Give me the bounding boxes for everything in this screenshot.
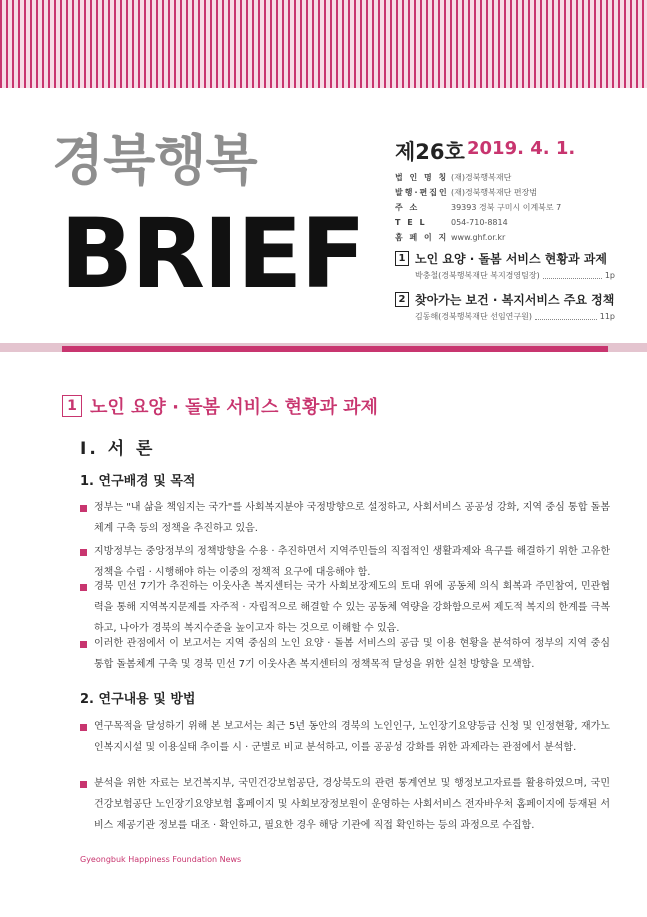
bullet-square-icon <box>80 781 87 788</box>
subheading-background: 1. 연구배경 및 목적 <box>80 474 196 489</box>
paragraph-text: 지방정부는 중앙정부의 정책방향을 수용 · 추진하면서 지역주민들의 직접적인 생활과제와 욕구를 해결하기 위한 고유한 정책을 수립 · 시행해야 하는 이중의 정책적 요구에 대응해야 함. <box>94 546 610 578</box>
section-number: 1 <box>62 395 82 417</box>
paragraph-text: 정부는 "내 삶을 책임지는 국가"를 사회복지분야 국정방향으로 설정하고, 사회서비스 공공성 강화, 지역 중심 통합 돌봄 체계 구축 등의 정책을 추진하고 있음. <box>94 502 610 534</box>
info-label: 법 인 명 칭 <box>395 173 449 182</box>
bullet-paragraph <box>80 773 610 836</box>
table-of-contents <box>395 250 615 332</box>
publisher-info <box>395 170 625 245</box>
info-row <box>395 200 625 215</box>
paragraph-text: 경북 민선 7기가 추진하는 이웃사촌 복지센터는 국가 사회보장제도의 토대 위에 공동체 의식 회복과 주민참여, 민관협력을 통해 지역복지문제를 자주적 · 자립적으로 해결할 수 있는 공동체 역량을 강화함으로써 제도적 복지의 한계를 극복하고, 나아가 경북의 복지수준을 높이고자 하는 것으로 이해할 수 있음. <box>94 581 610 634</box>
info-value: 054-710-8814 <box>451 218 508 227</box>
toc-heading <box>395 250 615 267</box>
toc-leader <box>543 273 602 279</box>
toc-page: 1p <box>604 271 615 280</box>
bullet-square-icon <box>80 724 87 731</box>
info-row <box>395 230 625 245</box>
paragraph-text: 연구목적을 달성하기 위해 본 보고서는 최근 5년 동안의 경북의 노인인구, 노인장기요양등급 신청 및 인정현황, 재가노인복지시설 및 이용실태 추이를 시 · 군별로 비교 분석하고, 이를 공공성 강화를 위한 과제라는 관점에서 분석함. <box>94 721 610 753</box>
toc-subline <box>415 311 615 322</box>
paragraph-text: 분석을 위한 자료는 보건복지부, 국민건강보험공단, 경상북도의 관련 통계연보 및 행정보고자료를 활용하였으며, 국민건강보험공단 노인장기요양보험 홈페이지 및 사회보장정보원이 운영하는 사회서비스 전자바우처 홈페이지에 등재된 서비스 제공기관 정보를 대조 · 확인하고, 필요한 경우 해당 기관에 직접 확인하는 등의 과정으로 수집함. <box>94 778 610 831</box>
divider-accent <box>62 346 608 352</box>
bullet-paragraph <box>80 576 610 639</box>
bullet-square-icon <box>80 584 87 591</box>
bullet-square-icon <box>80 549 87 556</box>
info-label: 홈 페 이 지 <box>395 233 449 242</box>
info-value: www.ghf.or.kr <box>451 233 506 242</box>
info-row <box>395 185 625 200</box>
toc-author: 박충철(경북행복재단 복지경영팀장) <box>415 271 540 280</box>
newsletter-title-korean: 경북행복 <box>52 129 257 192</box>
bullet-paragraph <box>80 497 610 539</box>
toc-subline <box>415 270 615 281</box>
issue-date: 2019. 4. 1. <box>467 138 576 159</box>
toc-heading <box>395 291 615 308</box>
bullet-square-icon <box>80 641 87 648</box>
toc-author: 김동해(경북행복재단 선임연구원) <box>415 312 532 321</box>
toc-page: 11p <box>599 312 615 321</box>
header-stripes <box>0 0 647 88</box>
subheading-methods: 2. 연구내용 및 방법 <box>80 692 196 707</box>
toc-title: 노인 요양 · 돌봄 서비스 현황과 과제 <box>415 252 607 266</box>
toc-item[interactable] <box>395 291 615 322</box>
info-row <box>395 215 625 230</box>
section-title <box>62 393 378 419</box>
section-title-text: 노인 요양 · 돌봄 서비스 현황과 과제 <box>90 397 378 418</box>
info-label: T E L <box>395 218 427 227</box>
chapter-heading: Ⅰ. 서 론 <box>80 439 156 459</box>
toc-title: 찾아가는 보건 · 복지서비스 주요 정책 <box>415 293 615 307</box>
info-value: (재)경북행복재단 <box>451 173 512 182</box>
info-value: (재)경북행복재단 편장범 <box>451 188 538 197</box>
info-row <box>395 170 625 185</box>
info-value: 39393 경북 구미시 이계북로 7 <box>451 203 562 212</box>
info-label: 발행·편집인 <box>395 188 449 197</box>
paragraph-text: 이러한 관점에서 이 보고서는 지역 중심의 노인 요양 · 돌봄 서비스의 공급 및 이용 현황을 분석하여 정부의 지역 중심 통합 돌봄체계 구축 및 경북 민선 7기 이웃사촌 복지센터의 정책목적 달성을 위한 실천 방향을 모색함. <box>94 638 610 670</box>
toc-item[interactable] <box>395 250 615 281</box>
issue-number: 제26호 <box>395 140 465 164</box>
toc-number: 2 <box>395 292 409 307</box>
newsletter-title-english: BRIEF <box>60 198 364 310</box>
toc-number: 1 <box>395 251 409 266</box>
info-label: 주 소 <box>395 203 420 212</box>
toc-leader <box>535 314 597 320</box>
bullet-paragraph <box>80 716 610 758</box>
bullet-square-icon <box>80 505 87 512</box>
bullet-paragraph <box>80 633 610 675</box>
footer-text: Gyeongbuk Happiness Foundation News <box>80 855 242 864</box>
